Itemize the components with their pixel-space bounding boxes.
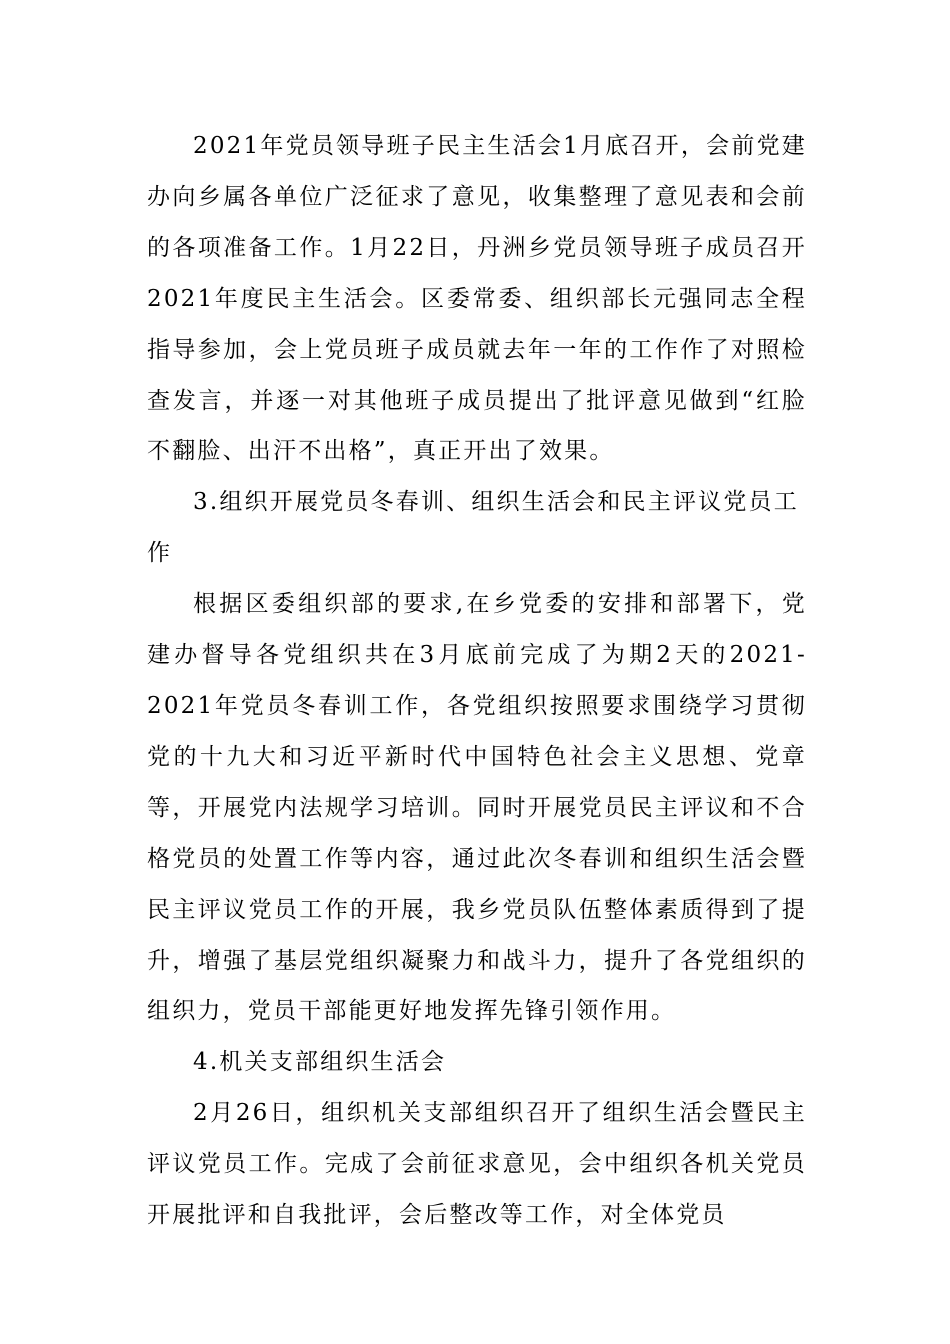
- paragraph-branch-meeting: 2月26日，组织机关支部组织召开了组织生活会暨民主评议党员工作。完成了会前征求意见，会中组织各机关党员开展批评和自我批评，会后整改等工作，对全体党员: [147, 1100, 807, 1229]
- section-heading-4: 4.机关支部组织生活会: [193, 1049, 447, 1076]
- document-body: [147, 121, 807, 1241]
- section-heading-3: 3.组织开展党员冬春训、组织生活会和民主评议党员工作: [147, 489, 799, 567]
- paragraph-winter-spring-training: 根据区委组织部的要求,在乡党委的安排和部署下，党建办督导各党组织共在3月底前完成了为期2天的2021-2021年党员冬春训工作，各党组织按照要求围绕学习贯彻党的十九大和习近平新时代中国特色社会主义思想、党章等，开展党内法规学习培训。同时开展党员民主评议和不合格党员的处置工作等内容，通过此次冬春训和组织生活会暨民主评议党员工作的开展，我乡党员队伍整体素质得到了提升，增强了基层党组织凝聚力和战斗力，提升了各党组织的组织力，党员干部能更好地发挥先锋引领作用。: [147, 591, 807, 1025]
- paragraph-democratic-life-meeting: 2021年党员领导班子民主生活会1月底召开，会前党建办向乡属各单位广泛征求了意见，收集整理了意见表和会前的各项准备工作。1月22日，丹洲乡党员领导班子成员召开2021年度民主生活会。区委常委、组织部长元强同志全程指导参加，会上党员班子成员就去年一年的工作作了对照检查发言，并逐一对其他班子成员提出了批评意见做到“红脸不翻脸、出汗不出格”，真正开出了效果。: [147, 133, 807, 465]
